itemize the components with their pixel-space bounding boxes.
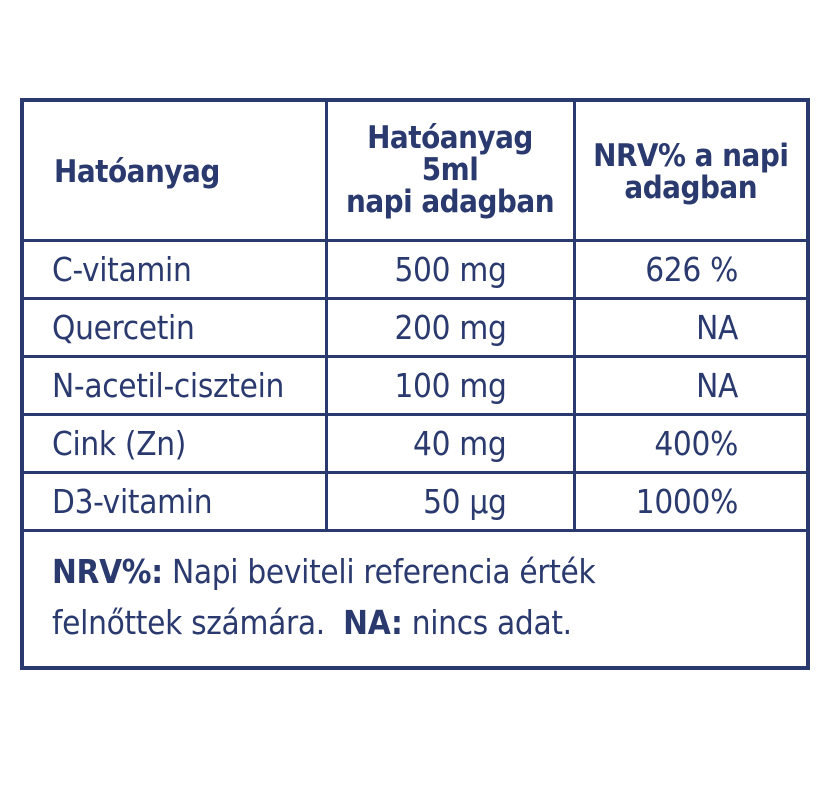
- legend-note: [52, 546, 792, 648]
- header-amount-line3: napi adagban: [345, 184, 555, 221]
- ingredient-name: Cink (Zn): [24, 414, 326, 472]
- header-amount-line2: 5ml: [421, 152, 479, 189]
- nutrition-table: [24, 102, 806, 532]
- ingredient-amount: 200 mg: [326, 298, 574, 356]
- table-row: [24, 298, 806, 356]
- ingredient-nrv: 1000%: [574, 472, 806, 530]
- header-amount-line1: Hatóanyag: [367, 120, 533, 157]
- ingredient-nrv: NA: [574, 298, 806, 356]
- table-header-row: [24, 102, 806, 240]
- ingredient-name: N-acetil-cisztein: [24, 356, 326, 414]
- ingredient-nrv: 400%: [574, 414, 806, 472]
- ingredient-name: C-vitamin: [24, 240, 326, 298]
- ingredient-amount: 500 mg: [326, 240, 574, 298]
- header-ingredient-label: Hatóanyag: [54, 154, 220, 191]
- ingredient-amount: 100 mg: [326, 356, 574, 414]
- header-ingredient: [24, 102, 326, 240]
- ingredient-name: Quercetin: [24, 298, 326, 356]
- ingredient-amount: 40 mg: [326, 414, 574, 472]
- ingredient-nrv: NA: [574, 356, 806, 414]
- header-amount: [326, 102, 574, 240]
- nutrition-table-frame: [20, 98, 810, 670]
- legend-na-text: nincs adat.: [402, 603, 572, 642]
- legend-na-term: NA:: [343, 603, 403, 642]
- table-row: [24, 472, 806, 530]
- header-nrv-line2: adagban: [624, 170, 758, 207]
- legend-nrv-text-cont: felnőttek számára.: [52, 603, 325, 642]
- header-nrv: [574, 102, 806, 240]
- ingredient-nrv: 626 %: [574, 240, 806, 298]
- ingredient-amount: 50 µg: [326, 472, 574, 530]
- table-row: [24, 414, 806, 472]
- ingredient-name: D3-vitamin: [24, 472, 326, 530]
- table-row: [24, 356, 806, 414]
- table-row: [24, 240, 806, 298]
- legend-nrv-term: NRV%:: [52, 552, 163, 591]
- legend-nrv-text: Napi beviteli referencia érték: [162, 552, 596, 591]
- header-nrv-line1: NRV% a napi: [593, 138, 789, 175]
